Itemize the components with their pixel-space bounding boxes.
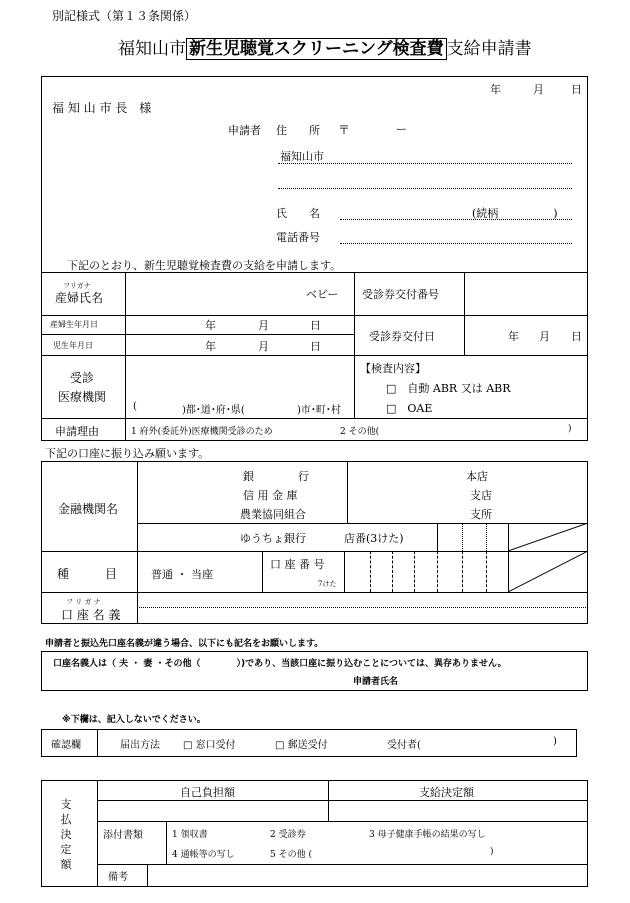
shop-digit-border bbox=[437, 523, 438, 551]
date-day: 日 bbox=[571, 83, 582, 96]
method-window[interactable]: □ 窓口受付 bbox=[183, 740, 236, 751]
divider bbox=[137, 461, 138, 624]
divider bbox=[344, 551, 345, 592]
baby-dob-month: 月 bbox=[258, 340, 269, 353]
acct-digit-divider bbox=[486, 551, 487, 592]
divider bbox=[166, 821, 167, 864]
applicant-label: 申請者 bbox=[228, 124, 261, 137]
reason-option-1[interactable]: 1 府外(委託外)医療機関受診のため bbox=[131, 427, 273, 437]
mother-dob-year: 年 bbox=[205, 319, 216, 332]
acct-digit-divider bbox=[414, 551, 415, 592]
divider bbox=[97, 821, 588, 822]
title-suffix: 支給申請書 bbox=[446, 39, 532, 59]
reason-option-2[interactable]: 2 その他( bbox=[340, 427, 380, 437]
account-digits-label: 7けた bbox=[318, 580, 337, 588]
exam-option-oae[interactable]: □ OAE bbox=[386, 402, 433, 415]
divider bbox=[147, 864, 148, 887]
phone-label: 電話番号 bbox=[276, 231, 320, 244]
request-statement: 下記のとおり、新生児聴覚検査費の支給を申請します。 bbox=[67, 259, 342, 272]
account-holder-label: 口 座 名 義 bbox=[61, 608, 121, 622]
institution-label: 金融機関名 bbox=[58, 502, 119, 516]
mother-dob-day: 日 bbox=[310, 319, 321, 332]
shop-digit-divider bbox=[486, 523, 487, 551]
attachments-label: 添付書類 bbox=[103, 830, 143, 841]
furigana-label: フリガナ bbox=[63, 282, 91, 290]
remarks-label: 備考 bbox=[108, 872, 128, 883]
addressee: 福 知 山 市 長 様 bbox=[52, 101, 152, 115]
postal-dash: ー bbox=[396, 123, 407, 136]
baby-dob-label: 児生年月日 bbox=[53, 341, 93, 350]
acct-digit-divider bbox=[437, 551, 438, 592]
attachment-3[interactable]: 3 母子健康手帳の結果の写し bbox=[369, 830, 486, 840]
clinic-label-1: 受診 bbox=[70, 371, 95, 385]
baby-dob-year: 年 bbox=[205, 340, 216, 353]
city-type-field[interactable]: )市･町･村 bbox=[297, 405, 341, 416]
yucho-label: ゆうちょ銀行 bbox=[240, 532, 306, 545]
date-month: 月 bbox=[533, 83, 544, 96]
divider bbox=[97, 729, 98, 757]
divider bbox=[125, 272, 126, 418]
acct-digit-divider bbox=[370, 551, 371, 592]
address-line-1[interactable] bbox=[278, 163, 572, 164]
divider bbox=[125, 418, 126, 441]
holder-notice: 申請者と振込先口座名義が違う場合、以下にも記名をお願いします。 bbox=[45, 639, 324, 649]
payment-side-char: 定 bbox=[60, 843, 72, 856]
exam-option-abr[interactable]: □ 自動 ABR 又は ABR bbox=[386, 382, 511, 395]
title-prefix: 福知山市 bbox=[118, 39, 186, 59]
bank-intro: 下記の口座に振り込み願います。 bbox=[45, 447, 210, 460]
reason-close: ) bbox=[568, 424, 572, 434]
attachment-5[interactable]: 5 その他 ( bbox=[270, 850, 312, 860]
clinic-label-2: 医療機関 bbox=[58, 390, 107, 404]
attachment-5-close: ) bbox=[490, 847, 494, 857]
form-reference: 別記様式（第１３条関係） bbox=[52, 9, 197, 23]
divider bbox=[97, 780, 98, 887]
method-label: 届出方法 bbox=[120, 740, 160, 751]
divider bbox=[41, 355, 588, 356]
divider bbox=[354, 272, 355, 418]
bank-type-bank[interactable]: 銀 行 bbox=[243, 470, 309, 483]
divider bbox=[41, 592, 588, 593]
payment-side-label bbox=[59, 797, 73, 872]
consent-signer: 申請者氏名 bbox=[353, 677, 399, 687]
attachment-1[interactable]: 1 領収書 bbox=[172, 830, 208, 840]
office-note: ※下欄は、記入しないでください。 bbox=[62, 715, 206, 725]
receiver-label: 受付者( bbox=[387, 740, 421, 751]
relation-field[interactable]: (続柄 ) bbox=[472, 207, 558, 220]
address-line-2[interactable] bbox=[278, 188, 572, 189]
phone-line[interactable] bbox=[340, 243, 572, 244]
divider bbox=[41, 418, 588, 419]
bank-type-coop[interactable]: 農業協同組合 bbox=[240, 508, 306, 521]
divider bbox=[41, 315, 588, 316]
confirm-label: 確認欄 bbox=[51, 740, 81, 751]
holder-furigana-label: フ リ ガ ナ bbox=[66, 598, 101, 606]
self-pay-label: 自己負担額 bbox=[180, 786, 235, 799]
page-title bbox=[118, 34, 532, 59]
pref-open: ( bbox=[133, 401, 137, 412]
title-boxed: 新生児聴覚スクリーニング検査費 bbox=[186, 38, 447, 60]
consent-text: 口座名義人は（ 夫 ・ 妻 ・その他（ ）)であり、当該口座に振り込むことについては、異存ありません。 bbox=[53, 659, 507, 669]
mother-dob-label: 産婦生年月日 bbox=[50, 320, 98, 329]
shop-number-label: 店番(3けた) bbox=[344, 532, 404, 545]
account-type-label: 種 目 bbox=[57, 567, 118, 581]
baby-dob-day: 日 bbox=[310, 340, 321, 353]
address-label: 住 所 bbox=[276, 124, 320, 137]
voucher-number-label: 受診券交付番号 bbox=[362, 288, 439, 301]
divider bbox=[97, 864, 588, 865]
payment-side-char: 払 bbox=[60, 813, 72, 826]
date-year: 年 bbox=[490, 83, 501, 96]
prefecture-field[interactable]: )都･道･府･県( bbox=[182, 405, 245, 416]
payment-side-char: 支 bbox=[60, 798, 72, 811]
divider bbox=[97, 800, 588, 801]
payment-side-char: 決 bbox=[60, 828, 72, 841]
exam-content-title: 【検査内容】 bbox=[360, 362, 426, 375]
divider bbox=[464, 272, 465, 355]
method-mail[interactable]: □ 郵送受付 bbox=[275, 740, 328, 751]
voucher-date-day: 日 bbox=[571, 330, 582, 343]
mother-name-label: 産婦氏名 bbox=[55, 291, 104, 305]
shop-diagonal bbox=[508, 523, 588, 551]
bank-type-credit[interactable]: 信 用 金 庫 bbox=[243, 489, 298, 502]
voucher-date-year: 年 bbox=[508, 330, 519, 343]
voucher-date-month: 月 bbox=[539, 330, 550, 343]
name-label: 氏 名 bbox=[276, 207, 320, 220]
holder-furigana-line bbox=[137, 607, 588, 608]
decision-label: 支給決定額 bbox=[419, 786, 474, 799]
receiver-close: ) bbox=[553, 736, 557, 747]
reason-label: 申請理由 bbox=[55, 425, 99, 438]
attachment-2[interactable]: 2 受診券 bbox=[270, 830, 306, 840]
address-city[interactable]: 福知山市 bbox=[280, 150, 324, 163]
divider bbox=[347, 461, 348, 523]
postal-mark: 〒 bbox=[338, 123, 351, 137]
baby-text: ベビー bbox=[306, 288, 339, 301]
acct-digit-divider bbox=[392, 551, 393, 592]
account-type-value[interactable]: 普通 ・ 当座 bbox=[151, 568, 213, 581]
attachment-4[interactable]: 4 通帳等の写し bbox=[172, 850, 235, 860]
divider bbox=[262, 551, 263, 592]
divider bbox=[328, 780, 329, 821]
branch-head[interactable]: 本店 bbox=[466, 470, 488, 483]
branch-branch[interactable]: 支店 bbox=[470, 489, 492, 502]
acct-diagonal bbox=[508, 551, 588, 592]
mother-dob-month: 月 bbox=[258, 319, 269, 332]
divider bbox=[41, 334, 354, 335]
branch-office[interactable]: 支所 bbox=[470, 508, 492, 521]
shop-digit-divider bbox=[462, 523, 463, 551]
name-line[interactable] bbox=[340, 219, 572, 220]
payment-side-char: 額 bbox=[60, 858, 72, 871]
divider bbox=[41, 551, 588, 552]
acct-digit-divider bbox=[462, 551, 463, 592]
account-number-label: 口 座 番 号 bbox=[270, 558, 325, 571]
bank-box bbox=[41, 461, 588, 624]
voucher-date-label: 受診券交付日 bbox=[369, 330, 435, 343]
divider bbox=[41, 272, 588, 273]
